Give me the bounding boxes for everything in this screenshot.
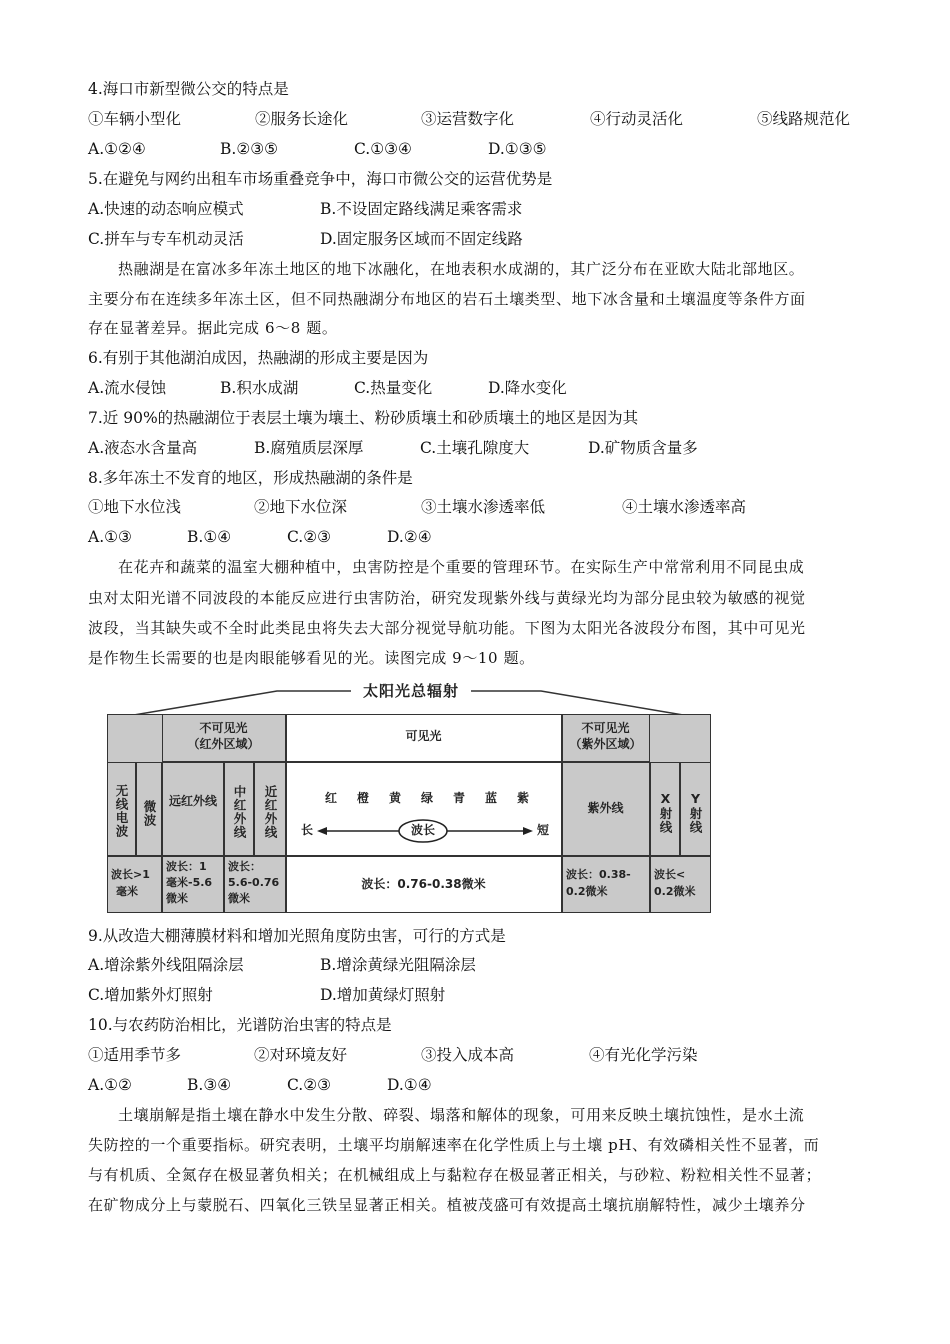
passage4-line-3: 与有机质、全氮存在极显著负相关；在机械组成上与黏粒存在极显著正相关，与砂粒、粉粒相关性不显著；: [88, 1166, 822, 1184]
q7-choice-a: A.液态水含量高: [88, 439, 198, 457]
wl-visible: 波长：0.76-0.38微米: [361, 877, 486, 891]
yray-label: Y射线: [688, 790, 703, 834]
uv-header: [562, 714, 650, 762]
q10-item-2: ②对环境友好: [254, 1046, 348, 1064]
q4-item-1: ①车辆小型化: [88, 110, 182, 128]
q6-stem: 6.有别于其他湖泊成因，热融湖的形成主要是因为: [88, 349, 429, 367]
far-ir-label: 远红外线: [168, 794, 217, 808]
q8-stem: 8.多年冻土不发育的地区，形成热融湖的条件是: [88, 469, 413, 487]
color-cyan: 青: [453, 791, 466, 805]
q7-choice-b: B.腐殖质层深厚: [254, 439, 364, 457]
wl-mid-cell: [224, 856, 286, 913]
q4-stem: 4.海口市新型微公交的特点是: [88, 80, 289, 98]
wl-radio-1: 波长>1: [111, 868, 150, 881]
q8-item-4: ④土壤水渗透率高: [622, 498, 747, 516]
q5-choice-d: D.固定服务区域而不固定线路: [320, 230, 523, 248]
q8-choice-a: A.①③: [88, 528, 132, 546]
passage4-line-4: 在矿物成分上与蒙脱石、四氧化三铁呈显著正相关。植被茂盛可有效提高土壤抗崩解特性，减少土壤养分: [88, 1196, 806, 1214]
wl-uv-2: 0.2微米: [566, 885, 608, 898]
q4-item-5: ⑤线路规范化: [757, 110, 851, 128]
wl-ray-2: 0.2微米: [654, 885, 696, 898]
near-ir-cell: [254, 762, 286, 856]
xray-cell: [650, 762, 680, 856]
radio-label: 无线电波: [114, 784, 129, 838]
xray-label: X射线: [658, 790, 673, 834]
microwave-label: 微波: [142, 799, 157, 827]
ir-header: [162, 714, 286, 762]
passage2-line-2: 主要分布在连续多年冻土区，但不同热融湖分布地区的岩石土壤类型、地下冰含量和土壤温度等条件方面: [88, 290, 806, 308]
wl-radio-2: 毫米: [116, 885, 138, 898]
q10-choice-c: C.②③: [287, 1076, 332, 1094]
wl-far-1: 波长：1: [166, 860, 207, 873]
q10-choice-b: B.③④: [187, 1076, 232, 1094]
color-orange: 橙: [357, 791, 370, 805]
wl-ray-1: 波长<: [654, 868, 686, 881]
diagram-title: 太阳光总辐射: [351, 684, 471, 699]
q6-choice-d: D.降水变化: [488, 379, 567, 397]
q4-item-3: ③运营数字化: [421, 110, 515, 128]
passage2-line-1: 热融湖是在富冰多年冻土地区的地下冰融化，在地表积水成湖的，其广泛分布在亚欧大陆北部地区。: [118, 260, 805, 278]
wl-radio-cell: [107, 856, 162, 913]
q4-choice-a: A.①②④: [88, 140, 146, 158]
ir-header-line-2: （红外区域）: [187, 737, 260, 751]
q4-item-4: ④行动灵活化: [590, 110, 684, 128]
ir-header-line-1: 不可见光: [199, 721, 248, 735]
color-blue: 蓝: [485, 791, 498, 805]
mid-ir-label: 中红外线: [232, 785, 247, 839]
passage3-line-4: 是作物生长需要的也是肉眼能够看见的光。读图完成 9～10 题。: [88, 649, 535, 667]
visible-header: [286, 714, 562, 762]
q7-stem: 7.近 90%的热融湖位于表层土壤为壤土、粉砂质壤土和砂质壤土的地区是因为其: [88, 409, 639, 427]
uv-cell: [562, 762, 650, 856]
q9-choice-d: D.增加黄绿灯照射: [320, 986, 446, 1004]
short-label: 短: [537, 823, 550, 837]
wl-mid-3: 微米: [228, 892, 250, 905]
wl-mid-1: 波长：: [228, 860, 261, 873]
q8-item-2: ②地下水位深: [254, 498, 348, 516]
q6-choice-b: B.积水成湖: [220, 379, 299, 397]
q10-item-3: ③投入成本高: [421, 1046, 515, 1064]
q9-stem: 9.从改造大棚薄膜材料和增加光照角度防虫害，可行的方式是: [88, 927, 506, 945]
q8-item-1: ①地下水位浅: [88, 498, 182, 516]
q10-stem: 10.与农药防治相比，光谱防治虫害的特点是: [88, 1016, 392, 1034]
color-green: 绿: [421, 791, 434, 805]
q7-choice-c: C.土壤孔隙度大: [420, 439, 530, 457]
passage4-line-1: 土壤崩解是指土壤在静水中发生分散、碎裂、塌落和解体的现象，可用来反映土壤抗蚀性，是水土流: [118, 1106, 805, 1124]
near-ir-label: 近红外线: [263, 785, 278, 839]
q8-choice-d: D.②④: [387, 528, 432, 546]
q4-choice-c: C.①③④: [354, 140, 412, 158]
q9-choice-b: B.增涂黄绿光阻隔涂层: [320, 956, 476, 974]
wavelength-label: 波长: [411, 823, 436, 837]
q4-choice-b: B.②③⑤: [220, 140, 279, 158]
q5-stem: 5.在避免与网约出租车市场重叠竞争中，海口市微公交的运营优势是: [88, 170, 553, 188]
uv-header-line-1: 不可见光: [581, 721, 630, 735]
q8-choice-b: B.①④: [187, 528, 232, 546]
passage2-line-3: 存在显著差异。据此完成 6～8 题。: [88, 319, 338, 337]
yray-cell: [680, 762, 711, 856]
far-ir-cell: [162, 762, 224, 856]
q10-choice-d: D.①④: [387, 1076, 432, 1094]
wl-far-3: 微米: [166, 892, 188, 905]
wl-ray-cell: [650, 856, 711, 913]
q5-choice-c: C.拼车与专车机动灵活: [88, 230, 244, 248]
q4-item-2: ②服务长途化: [255, 110, 349, 128]
long-label: 长: [301, 823, 314, 837]
visible-header-label: 可见光: [405, 729, 442, 743]
q4-choice-d: D.①③⑤: [488, 140, 547, 158]
q5-choice-b: B.不设固定路线满足乘客需求: [320, 200, 523, 218]
color-violet: 紫: [517, 791, 530, 805]
wl-uv-cell: [562, 856, 650, 913]
passage3-line-1: 在花卉和蔬菜的温室大棚种植中，虫害防控是个重要的管理环节。在实际生产中常常利用不同昆虫成: [118, 558, 805, 576]
passage4-line-2: 失防控的一个重要指标。研究表明，土壤平均崩解速率在化学性质上与土壤 pH、有效磷相关性不显著，而: [88, 1136, 820, 1154]
uv-header-line-2: （紫外区域）: [569, 737, 642, 751]
q5-choice-a: A.快速的动态响应模式: [88, 200, 244, 218]
wl-far-cell: [162, 856, 224, 913]
radio-cell: [107, 762, 136, 856]
q9-choice-c: C.增加紫外灯照射: [88, 986, 213, 1004]
wl-mid-2: 5.6-0.76: [228, 876, 280, 889]
wl-visible-cell: [286, 856, 562, 913]
q6-choice-a: A.流水侵蚀: [88, 379, 167, 397]
visible-cell: [286, 762, 562, 856]
q8-item-3: ③土壤水渗透率低: [421, 498, 546, 516]
color-red: 红: [325, 791, 338, 805]
q6-choice-c: C.热量变化: [354, 379, 433, 397]
passage3-line-2: 虫对太阳光谱不同波段的本能反应进行虫害防治，研究发现紫外线与黄绿光均为部分昆虫较为敏感的视觉: [88, 589, 806, 607]
microwave-cell: [136, 762, 162, 856]
solar-spectrum-diagram: [107, 681, 711, 913]
q10-choice-a: A.①②: [88, 1076, 132, 1094]
uv-label: 紫外线: [587, 801, 624, 815]
wl-far-2: 毫米-5.6: [166, 876, 213, 889]
q10-item-1: ①适用季节多: [88, 1046, 182, 1064]
passage3-line-3: 波段，当其缺失或不全时此类昆虫将失去大部分视觉导航功能。下图为太阳光各波段分布图，其中可见光: [88, 619, 806, 637]
wl-uv-1: 波长：0.38-: [566, 868, 631, 881]
color-yellow: 黄: [389, 791, 402, 805]
q9-choice-a: A.增涂紫外线阻隔涂层: [88, 956, 244, 974]
q7-choice-d: D.矿物质含量多: [588, 439, 698, 457]
q10-item-4: ④有光化学污染: [589, 1046, 698, 1064]
q8-choice-c: C.②③: [287, 528, 332, 546]
mid-ir-cell: [224, 762, 254, 856]
